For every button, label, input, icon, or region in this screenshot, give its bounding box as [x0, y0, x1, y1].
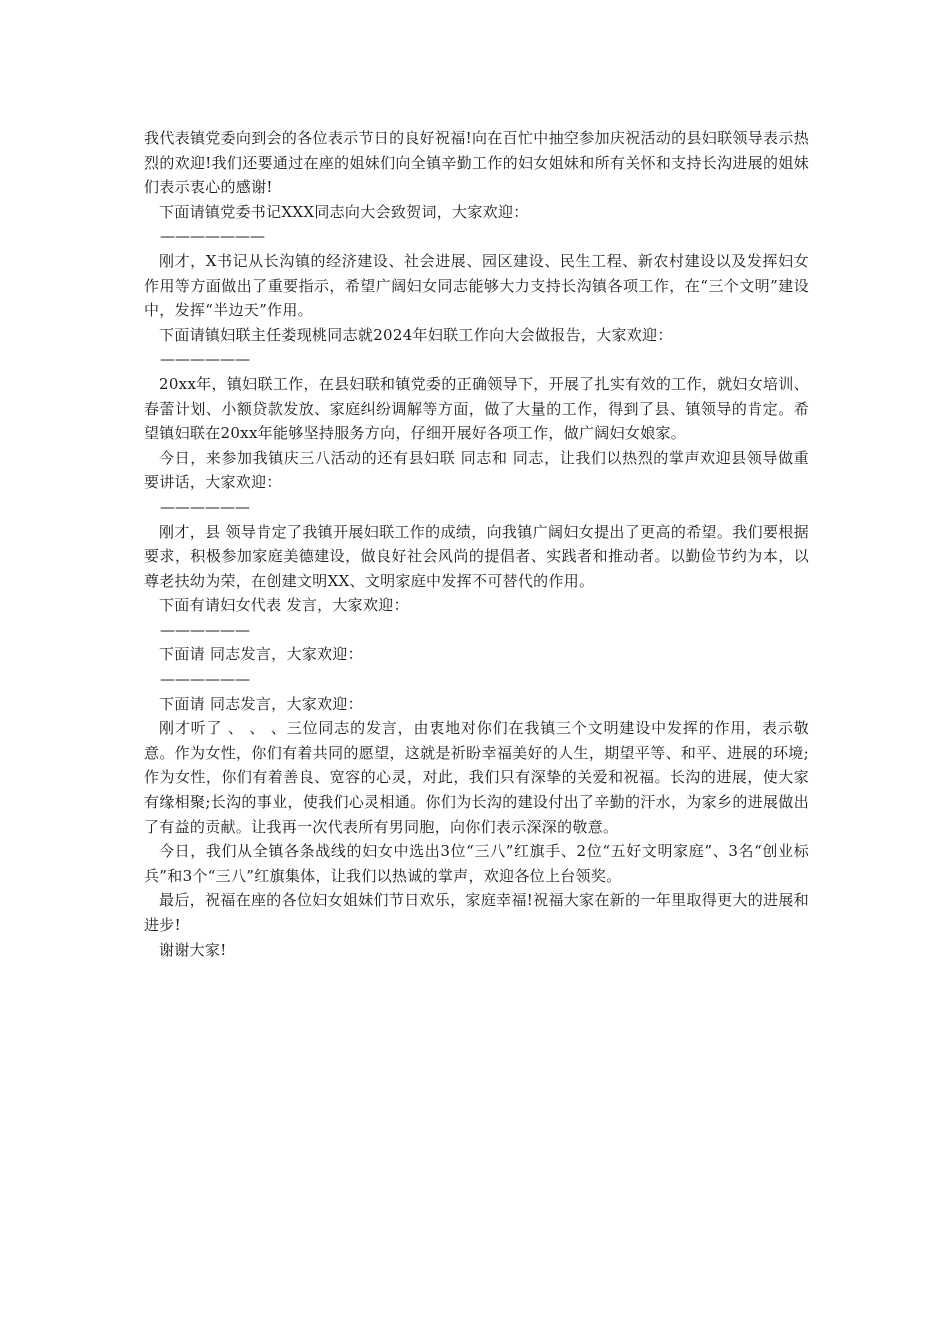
document-body: [144, 126, 809, 962]
dash-separator: ——————: [160, 497, 250, 516]
dash-separator: ———————: [160, 227, 265, 246]
paragraph: 下面有请妇女代表 发言，大家欢迎：: [159, 596, 409, 615]
paragraph: 最后，祝福在座的各位妇女姐妹们节日欢乐，家庭幸福!祝福大家在新的一年里取得更大的进展和进步!: [144, 891, 809, 934]
paragraph: 谢谢大家!: [159, 940, 227, 959]
paragraph: 20xx年，镇妇联工作，在县妇联和镇党委的正确领导下，开展了扎实有效的工作，就妇女培训、春蕾计划、小额贷款发放、家庭纠纷调解等方面，做了大量的工作，得到了县、镇领导的肯定。希望镇妇联在20xx年能够坚持服务方向，仔细开展好各项工作，做广阔妇女娘家。: [144, 374, 809, 443]
paragraph: 今日，来参加我镇庆三八活动的还有县妇联 同志和 同志，让我们以热烈的掌声欢迎县领导做重要讲话，大家欢迎：: [144, 448, 809, 492]
paragraph: 刚才听了 、 、 、三位同志的发言，由衷地对你们在我镇三个文明建设中发挥的作用，表示敬意。作为女性，你们有着共同的愿望，这就是祈盼幸福美好的人生，期望平等、和平、进展的环境;作为女性，你们有着善良、宽容的心灵，对此，我们只有深挚的关爱和祝福。长沟的进展，使大家有缘相聚;长沟的事业，使我们心灵相通。你们为长沟的建设付出了辛勤的汗水，为家乡的进展做出了有益的贡献。让我再一次代表所有男同胞，向你们表示深深的敬意。: [144, 719, 809, 836]
dash-separator: ——————: [160, 670, 250, 689]
paragraph: 刚才，县 领导肯定了我镇开展妇联工作的成绩，向我镇广阔妇女提出了更高的希望。我们要根据要求，积极参加家庭美德建设，做良好社会风尚的提倡者、实践者和推动者。以勤俭节约为本，以尊老扶幼为荣，在创建文明XX、文明家庭中发挥不可替代的作用。: [144, 522, 809, 590]
paragraph: 下面请 同志发言，大家欢迎：: [159, 694, 363, 713]
dash-separator: ——————: [160, 350, 250, 369]
paragraph: 下面请镇妇联主任娄现桃同志就2024年妇联工作向大会做报告，大家欢迎：: [159, 325, 673, 344]
paragraph: 我代表镇党委向到会的各位表示节日的良好祝福!向在百忙中抽空参加庆祝活动的县妇联领导表示热烈的欢迎!我们还要通过在座的姐妹们向全镇辛勤工作的妇女姐妹和所有关怀和支持长沟进展的姐妹们表示衷心的感谢!: [144, 129, 809, 197]
paragraph: 下面请 同志发言，大家欢迎：: [159, 645, 363, 664]
paragraph: 今日，我们从全镇各条战线的妇女中选出3位“三八”红旗手、2位“五好文明家庭”、3名“创业标兵”和3个“三八”红旗集体，让我们以热诚的掌声，欢迎各位上台领奖。: [144, 842, 809, 885]
paragraph: 下面请镇党委书记XXX同志向大会致贺词，大家欢迎：: [159, 202, 529, 221]
paragraph: 刚才，X书记从长沟镇的经济建设、社会进展、园区建设、民生工程、新农村建设以及发挥妇女作用等方面做出了重要指示，希望广阔妇女同志能够大力支持长沟镇各项工作，在“三个文明”建设中，发挥“半边天”作用。: [144, 251, 809, 320]
dash-separator: ——————: [160, 620, 250, 639]
